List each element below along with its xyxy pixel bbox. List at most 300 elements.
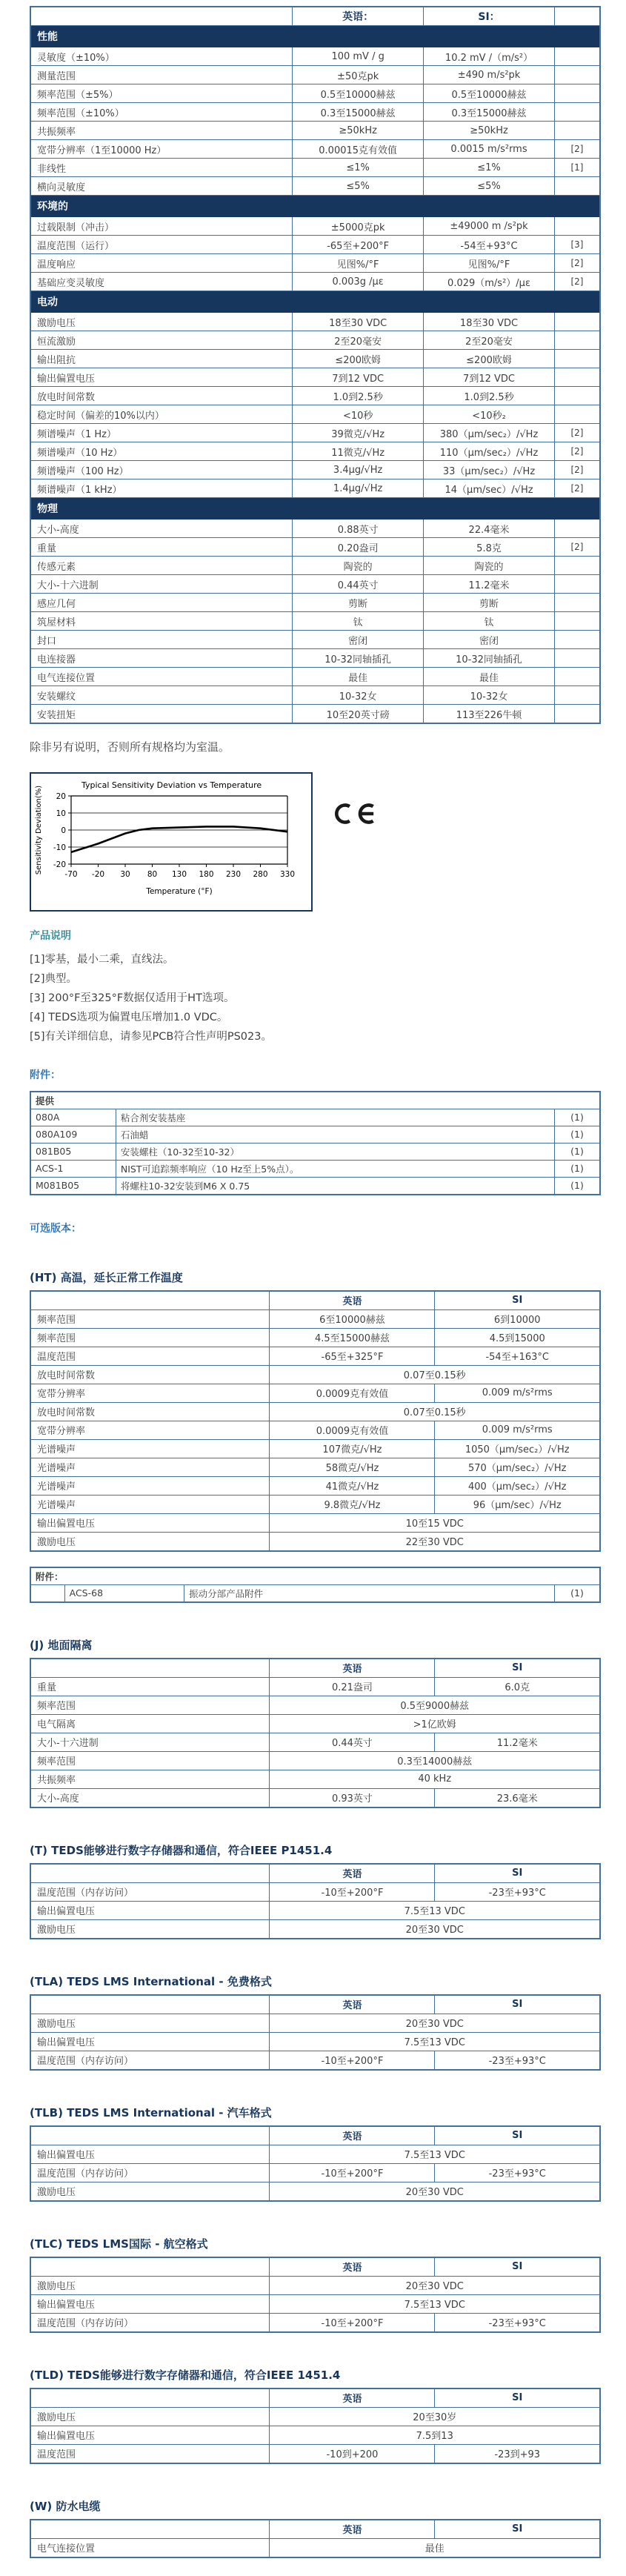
spec-row [30,538,600,557]
value-english: 0.21盎司 [270,1677,435,1696]
spec-row [30,273,600,291]
value-span: 7.5至13 VDC [270,2294,600,2313]
value-si: 0.0015 m/s²rms [424,140,555,159]
note-line: [3] 200°F至325°F数据仅适用于HT选项。 [30,992,235,1004]
value-span: 0.3至14000赫兹 [270,1751,600,1770]
option-row [30,1882,600,1901]
value-si: -23到+93 [435,2444,600,2463]
value-english: 1.4μg/√Hz [293,479,424,498]
value-span: 最佳 [270,2538,600,2557]
column-header-si: SI： [424,7,555,26]
note-ref: [1] [554,159,600,177]
note-ref: [2] [554,424,600,442]
svg-text:30: 30 [120,870,130,879]
option-header-row [30,2520,600,2539]
option-row [30,2538,600,2557]
row-label: 温度范围（内存访问） [30,2313,270,2332]
value-english: 1.0到2.5秒 [293,387,424,405]
svg-text:-10: -10 [53,843,66,852]
option-row [30,2444,600,2463]
value-si: 11.2毫米 [435,1733,600,1751]
option-row [30,1458,600,1476]
option-header-empty [30,1864,270,1883]
row-label: 安装螺纹 [30,686,293,705]
value-english: -65至+200°F [293,236,424,254]
row-label: 激励电压 [30,2276,270,2294]
svg-text:20: 20 [56,792,66,801]
option-row [30,1788,600,1807]
note-ref [554,649,600,668]
value-span: 7.5至13 VDC [270,2145,600,2163]
row-label: 基础应变灵敏度 [30,273,293,291]
option-header-row [30,1659,600,1678]
value-si: -23至+93°C [435,2163,600,2182]
option-header-empty [30,2389,270,2408]
value-si: 6.0克 [435,1677,600,1696]
accessory-model: 080A109 [30,1126,116,1143]
row-label: 宽带分辨率（1至10000 Hz） [30,140,293,159]
value-si: 22.4毫米 [424,519,555,538]
option-row [30,2426,600,2444]
row-label: 电气连接位置 [30,668,293,686]
row-label: 共振频率 [30,1770,270,1788]
accessory-qty: (1) [554,1160,600,1177]
option-header-empty [30,1291,270,1310]
row-label: 激励电压 [30,2182,270,2201]
accessory-model: 080A [30,1109,116,1126]
header-empty-cell [30,7,293,26]
note-line: [5]有关详细信息，请参见PCB符合性声明PS023。 [30,1030,272,1043]
row-label: 温度范围 [30,1347,270,1365]
option-attachment-table [30,1567,601,1603]
value-si: 1.0到2.5秒 [424,387,555,405]
note-ref [554,103,600,122]
spec-row [30,575,600,594]
value-si: <10秒₂ [424,405,555,424]
value-english: ≤200欧姆 [293,350,424,368]
accessory-desc: 安装螺柱（10-32至10-32） [116,1143,554,1160]
row-label: 输出偏置电压 [30,2294,270,2313]
value-si: ≤200欧姆 [424,350,555,368]
option-table [30,1863,601,1939]
row-label: 宽带分辨率 [30,1384,270,1402]
value-english: -10至+200°F [270,2313,435,2332]
svg-text:180: 180 [199,870,214,879]
value-english: 11微克/√Hz [293,442,424,461]
option-header-row [30,2257,600,2277]
row-label: 温度范围（内存访问） [30,2051,270,2070]
value-english: 最佳 [293,668,424,686]
row-label: 激励电压 [30,2407,270,2426]
option-row [30,1309,600,1328]
option-row [30,1476,600,1495]
value-english: 0.44英寸 [293,575,424,594]
option-header-english: 英语 [270,2126,435,2145]
svg-text:Sensitivity Deviation(%): Sensitivity Deviation(%) [35,785,43,875]
accessories-table-body [30,1092,600,1195]
note-ref [554,122,600,140]
accessory-desc: 石油蜡 [116,1126,554,1143]
option-row [30,2313,600,2332]
note-ref [554,84,600,103]
row-label: 重量 [30,1677,270,1696]
attachment-indent [30,1584,64,1602]
note-line: [4] TEDS选项为偏置电压增加1.0 VDC。 [30,1011,228,1023]
accessory-desc: NIST可追踪频率响应（10 Hz至上5%点）。 [116,1160,554,1177]
accessory-qty: (1) [554,1109,600,1126]
value-span: 7.5至13 VDC [270,1901,600,1919]
option-header-si: SI [435,2389,600,2408]
note-ref [554,612,600,631]
row-label: 放电时间常数 [30,1365,270,1384]
value-si: 5.8克 [424,538,555,557]
spec-row [30,254,600,273]
spec-row [30,649,600,668]
section-band-row [30,196,600,217]
row-label: 激励电压 [30,1532,270,1551]
note-ref: [2] [554,140,600,159]
value-english: -10到+200 [270,2444,435,2463]
value-english: 0.88英寸 [293,519,424,538]
value-si: 最佳 [424,668,555,686]
row-label: 频谱噪声（10 Hz） [30,442,293,461]
accessory-model: M081B05 [30,1177,116,1195]
accessories-header: 提供 [30,1092,600,1109]
accessories-heading: 附件： [30,1069,61,1081]
note-ref [554,350,600,368]
row-label: 激励电压 [30,2014,270,2032]
note-ref [554,47,600,66]
spec-row [30,686,600,705]
spec-table-body [30,7,600,723]
spec-row [30,668,600,686]
note-line: [1]零基，最小二乘，直线法。 [30,954,174,966]
row-label: 重量 [30,538,293,557]
option-header-english: 英语 [270,2389,435,2408]
value-english: 6至10000赫兹 [270,1309,435,1328]
row-label: 光谱噪声 [30,1458,270,1476]
option-row [30,1421,600,1439]
value-english: 0.93英寸 [270,1788,435,1807]
option-row [30,1714,600,1733]
row-label: 温度响应 [30,254,293,273]
attachment-row [30,1584,600,1602]
spec-row [30,479,600,498]
row-label: 放电时间常数 [30,387,293,405]
value-english: ≤5% [293,177,424,196]
row-label: 频率范围 [30,1696,270,1714]
option-section-title: (TLB) TEDS LMS International - 汽车格式 [30,2105,272,2119]
row-label: 共振频率 [30,122,293,140]
figure-row [30,772,601,912]
value-si: 113至226牛顿 [424,705,555,724]
value-span: 0.5至9000赫兹 [270,1696,600,1714]
value-span: 10至15 VDC [270,1513,600,1532]
value-si: 0.5至10000赫兹 [424,84,555,103]
note-ref [554,313,600,331]
spec-row [30,313,600,331]
value-si: 18至30 VDC [424,313,555,331]
row-label: 频率范围 [30,1309,270,1328]
row-label: 频率范围（±10%） [30,103,293,122]
option-row [30,2051,600,2070]
spec-row [30,519,600,538]
option-section-title: (W) 防水电缆 [30,2499,101,2513]
spec-row [30,236,600,254]
ce-mark-icon [333,794,384,836]
value-si: 1050（μm/sec₂）/√Hz [435,1439,600,1458]
accessory-row [30,1177,600,1195]
spec-row [30,405,600,424]
svg-text:-70: -70 [64,870,78,879]
svg-text:Temperature (°F): Temperature (°F) [146,887,213,896]
value-english: 0.00015克有效值 [293,140,424,159]
value-si: 0.009 m/s²rms [435,1421,600,1439]
spec-row [30,557,600,575]
option-row [30,1513,600,1532]
sensitivity-chart-svg [33,777,310,907]
option-row [30,1384,600,1402]
svg-text:-20: -20 [91,870,105,879]
option-row [30,1751,600,1770]
value-english: 18至30 VDC [293,313,424,331]
note-ref: [2] [554,273,600,291]
row-label: 输出偏置电压 [30,2145,270,2163]
value-english: 陶瓷的 [293,557,424,575]
option-header-si: SI [435,1659,600,1678]
row-label: 电连接器 [30,649,293,668]
row-label: 感应几何 [30,594,293,612]
value-si: ≤5% [424,177,555,196]
spec-row [30,217,600,236]
section-band-title: 物理 [30,498,600,519]
option-section-title: (TLA) TEDS LMS International - 免费格式 [30,1974,272,1988]
value-english: 0.44英寸 [270,1733,435,1751]
svg-text:80: 80 [147,870,158,879]
option-table [30,1994,601,2071]
value-english: 9.8微克/√Hz [270,1495,435,1513]
note-ref [554,66,600,84]
accessories-header-row [30,1092,600,1109]
note-ref [554,631,600,649]
row-label: 大小-十六进制 [30,575,293,594]
row-label: 测量范围 [30,66,293,84]
value-english: -10至+200°F [270,2163,435,2182]
spec-row [30,66,600,84]
row-label: 频谱噪声（1 Hz） [30,424,293,442]
note-ref: [3] [554,236,600,254]
product-notes-heading: 产品说明 [30,930,71,942]
option-row [30,1919,600,1939]
value-span: 20至30 VDC [270,2276,600,2294]
sensitivity-chart [30,772,313,912]
spec-table [30,6,601,724]
svg-text:230: 230 [225,870,242,879]
value-si: 剪断 [424,594,555,612]
row-label: 输出偏置电压 [30,2426,270,2444]
row-label: 光谱噪声 [30,1439,270,1458]
value-si: 400（μm/sec₂）/√Hz [435,1476,600,1495]
note-ref: [2] [554,442,600,461]
option-row [30,2163,600,2182]
value-si: 见图%/°F [424,254,555,273]
row-label: 光谱噪声 [30,1476,270,1495]
spec-row [30,84,600,103]
value-si: 密闭 [424,631,555,649]
row-label: 大小-高度 [30,1788,270,1807]
value-si: -54至+163°C [435,1347,600,1365]
option-header-row [30,1864,600,1883]
accessories-table [30,1091,601,1195]
row-label: 大小-高度 [30,519,293,538]
column-header-english: 英语： [293,7,424,26]
accessory-qty: (1) [554,1143,600,1160]
accessory-desc: 粘合剂安装基座 [116,1109,554,1126]
option-header-english: 英语 [270,1864,435,1883]
spec-row [30,159,600,177]
option-header-si: SI [435,2126,600,2145]
value-span: 7.5到13 [270,2426,600,2444]
row-label: 大小-十六进制 [30,1733,270,1751]
ce-mark-svg [333,794,384,833]
note-ref [554,519,600,538]
section-band-title: 性能 [30,26,600,47]
svg-text:Typical Sensitivity Deviation: Typical Sensitivity Deviation vs Temperature [81,780,262,790]
value-si: ±490 m/s²pk [424,66,555,84]
optional-versions-heading: 可选版本： [30,1222,81,1235]
accessory-row [30,1126,600,1143]
row-label: 温度范围 [30,2444,270,2463]
row-label: 频谱噪声（100 Hz） [30,461,293,479]
option-header-si: SI [435,1995,600,2014]
accessory-model: ACS-1 [30,1160,116,1177]
accessory-row [30,1143,600,1160]
value-si: 14（μm/sec）/√Hz [424,479,555,498]
value-english: 2至20毫安 [293,331,424,350]
value-english: ≤1% [293,159,424,177]
value-span: 7.5至13 VDC [270,2032,600,2051]
option-row [30,2276,600,2294]
value-si: 0.029（m/s²）/με [424,273,555,291]
accessory-qty: (1) [554,1126,600,1143]
option-row [30,1677,600,1696]
value-english: 4.5至15000赫兹 [270,1328,435,1347]
value-si: ≤1% [424,159,555,177]
accessory-model: 081B05 [30,1143,116,1160]
option-header-empty [30,1995,270,2014]
row-label: 光谱噪声 [30,1495,270,1513]
value-english: 41微克/√Hz [270,1476,435,1495]
value-si: 33（μm/sec₂）/√Hz [424,461,555,479]
svg-text:0: 0 [61,826,66,835]
row-label: 稳定时间（偏差的10%以内） [30,405,293,424]
product-notes [30,952,601,1046]
note-ref [554,668,600,686]
value-si: 11.2毫米 [424,575,555,594]
option-row [30,2182,600,2201]
value-si: 钛 [424,612,555,631]
value-si: 2至20毫安 [424,331,555,350]
note-ref: [2] [554,479,600,498]
spec-row [30,177,600,196]
option-row [30,1439,600,1458]
option-header-si: SI [435,2257,600,2277]
value-english: 10-32女 [293,686,424,705]
option-row [30,1770,600,1788]
note-ref [554,177,600,196]
value-english: 10-32同轴插孔 [293,649,424,668]
accessory-row [30,1109,600,1126]
row-label: 频率范围（±5%） [30,84,293,103]
section-band-row [30,498,600,519]
option-header-empty [30,1659,270,1678]
spec-row [30,442,600,461]
value-si: 110（μm/sec₂）/√Hz [424,442,555,461]
row-label: 激励电压 [30,313,293,331]
option-row [30,2294,600,2313]
option-header-empty [30,2126,270,2145]
row-label: 电气连接位置 [30,2538,270,2557]
option-header-english: 英语 [270,2257,435,2277]
spec-row [30,705,600,724]
value-si: 4.5到15000 [435,1328,600,1347]
value-span: 20至30岁 [270,2407,600,2426]
option-header-empty [30,2257,270,2277]
option-header-row [30,1291,600,1310]
accessory-row [30,1160,600,1177]
section-band-title: 电动 [30,291,600,313]
row-label: 宽带分辨率 [30,1421,270,1439]
option-table [30,2257,601,2333]
option-row [30,1733,600,1751]
spec-row [30,594,600,612]
note-ref [554,594,600,612]
room-temp-note: 除非另有说明，否则所有规格均为室温。 [30,740,230,754]
value-si: 0.009 m/s²rms [435,1384,600,1402]
header-note-cell [554,7,600,26]
note-ref [554,686,600,705]
row-label: 传感元素 [30,557,293,575]
row-label: 输出阻抗 [30,350,293,368]
accessory-desc: 振动分部产品附件 [184,1584,555,1602]
option-row [30,2145,600,2163]
option-row [30,2407,600,2426]
row-label: 过载限制（冲击） [30,217,293,236]
row-label: 放电时间常数 [30,1402,270,1421]
value-english: -10至+200°F [270,1882,435,1901]
attachment-header-row [30,1567,600,1585]
row-label: 灵敏度（±10%） [30,47,293,66]
spec-row [30,122,600,140]
value-english: 58微克/√Hz [270,1458,435,1476]
value-english: 0.0009克有效值 [270,1384,435,1402]
row-label: 频率范围 [30,1328,270,1347]
spec-row [30,461,600,479]
note-ref [554,405,600,424]
row-label: 温度范围（内存访问） [30,1882,270,1901]
value-span: 20至30 VDC [270,2182,600,2201]
option-row [30,1347,600,1365]
option-row [30,2032,600,2051]
section-band-row [30,26,600,47]
value-si: 6到10000 [435,1309,600,1328]
value-english: 密闭 [293,631,424,649]
option-header-si: SI [435,2520,600,2539]
value-english: 39微克/√Hz [293,424,424,442]
value-english: 7到12 VDC [293,368,424,387]
option-header-english: 英语 [270,1659,435,1678]
option-section-title: (HT) 高温，延长正常工作温度 [30,1270,183,1284]
